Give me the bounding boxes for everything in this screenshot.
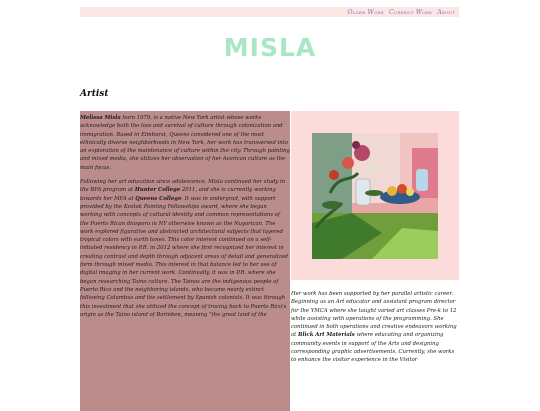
artist-bio — [80, 114, 290, 325]
site-title[interactable]: MISLA — [223, 33, 317, 62]
nav-link-older-work[interactable]: Older Work — [347, 8, 384, 16]
top-navigation — [80, 7, 459, 17]
queens-college-link[interactable]: Queens College — [135, 195, 182, 202]
section-heading: Artist — [80, 89, 109, 99]
artist-name: Melissa Misla — [80, 115, 121, 121]
flower-painting-icon — [312, 133, 438, 259]
nav-link-about[interactable]: About — [437, 8, 455, 16]
career-text — [291, 290, 459, 371]
bio-paragraph-2: Following her art education since adolescence, Misla continued her study in the BFA program at Hunter College 2011, and she is currently working towards her MFA at Queens College. It was in undergrad, with support provided by the Kostak Painting Fellowships award, where she began working with concepts of cultural identity and common representations of the Puerto Rican diaspora in NY otherwise known as the Nuyorican. The work explored figurative and abstracted architectural subjects that layered tropical colors with earth tones. This color interest continued on a self-initiated residency in P.R. in 2012 where she first recognized her interest in creating contrast and depth through adjacent areas of detail and generalized form through mixed media. This interest in that balance led to her use of digital imaging in her current work. Continually, it was in P.R. where she began researching Taino culture. The Tainos are the indigenous people of Puerto Rico and the neighboring islands, who became nearly extinct following Columbus and the settlement by Spanish colonists. It was through this investment that she utilized the concept of tracing back to Puerto Rico's origin as the Taino island of Borinken, meaning "the great land of the — [80, 179, 288, 318]
artwork-image — [312, 133, 438, 259]
nav-link-current-work[interactable]: Current Work — [388, 8, 433, 16]
hunter-college-link[interactable]: Hunter College — [134, 187, 181, 194]
career-paragraph: Her work has been supported by her parallel artistic career. Beginning as an Art educator and assistant program director for the YMCA where she taught varied art classes Pre-k to 12 while assisting with operations of the programming. She continued in both operations and creative endeavors working at Blick Art Materials where educating and organizing community events in support of the Arts and designing corresponding graphic advertisements. Currently, she works to enhance the visitor experience in the Visitor — [291, 291, 457, 364]
blick-link[interactable]: Blick Art Materials — [297, 332, 355, 339]
bio-paragraph-1: Melissa Misla born 1979, is a native New York artist whose works acknowledge both the loss and survival of culture through colonization and immigration. Based in Elmhurst, Queens considered one of the most ethnically diverse neighborhoods in New York, her work has transversed into an exploration of the maintenance of culture within the city. Through painting and mixed media, she utilizes her observation of her Avorican culture as the main focus. — [80, 115, 290, 171]
